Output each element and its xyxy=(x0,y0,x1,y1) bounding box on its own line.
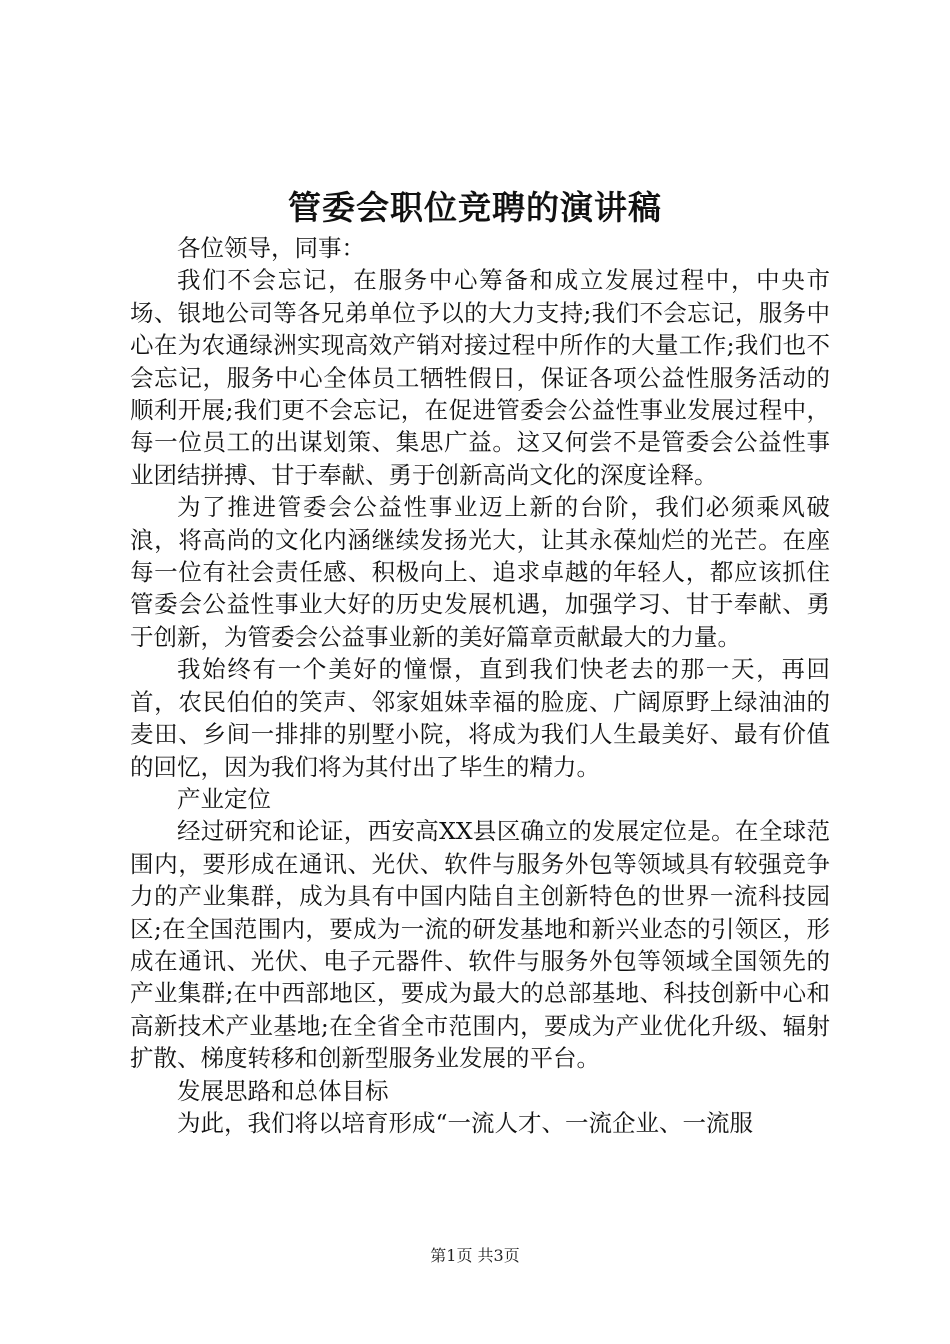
salutation-paragraph: 各位领导，同事： xyxy=(177,234,365,262)
body-paragraph: 经过研究和论证，西安高XX县区确立的发展定位是。在全球范围内，要形成在通讯、光伏、软件与服务外包等领域具有较强竞争力的产业集群，成为具有中国内陆自主创新特色的世界一流科技园区;在全国范围内，要成为一流的研发基地和新兴业态的引领区，形成在通讯、光伏、电子元器件、软件与服务外包等领域全国领先的产业集群;在中西部地区，要成为最大的总部基地、科技创新中心和高新技术产业基地;在全省全市范围内，要成为产业优化升级、辐射扩散、梯度转移和创新型服务业发展的平台。 xyxy=(130,817,830,1073)
section-heading: 发展思路和总体目标 xyxy=(177,1076,389,1105)
section-heading: 产业定位 xyxy=(177,784,271,813)
body-paragraph: 我始终有一个美好的憧憬，直到我们快老去的那一天，再回首，农民伯伯的笑声、邻家姐妹幸福的脸庞、广阔原野上绿油油的麦田、乡间一排排的别墅小院，将成为我们人生最美好、最有价值的回忆，因为我们将为其付出了毕生的精力。 xyxy=(130,655,830,781)
body-paragraph: 为了推进管委会公益性事业迈上新的台阶，我们必须乘风破浪，将高尚的文化内涵继续发扬光大，让其永葆灿烂的光芒。在座每一位有社会责任感、积极向上、追求卓越的年轻人，都应该抓住管委会公益性事业大好的历史发展机遇，加强学习、甘于奉献、勇于创新，为管委会公益事业新的美好篇章贡献最大的力量。 xyxy=(130,493,830,651)
document-body xyxy=(130,232,830,1139)
body-paragraph: 为此，我们将以培育形成“一流人才、一流企业、一流服 xyxy=(177,1108,754,1137)
document-title: 管委会职位竞聘的演讲稿 xyxy=(288,188,662,227)
body-paragraph: 我们不会忘记，在服务中心筹备和成立发展过程中，中央市场、银地公司等各兄弟单位予以的大力支持;我们不会忘记，服务中心在为农通绿洲实现高效产销对接过程中所作的大量工作;我们也不会忘记，服务中心全体员工牺牲假日，保证各项公益性服务活动的顺利开展;我们更不会忘记，在促进管委会公益性事业发展过程中，每一位员工的出谋划策、集思广益。这又何尝不是管委会公益性事业团结拼搏、甘于奉献、勇于创新高尚文化的深度诠释。 xyxy=(130,266,830,489)
page-number-footer: 第1页 共3页 xyxy=(430,1246,520,1265)
